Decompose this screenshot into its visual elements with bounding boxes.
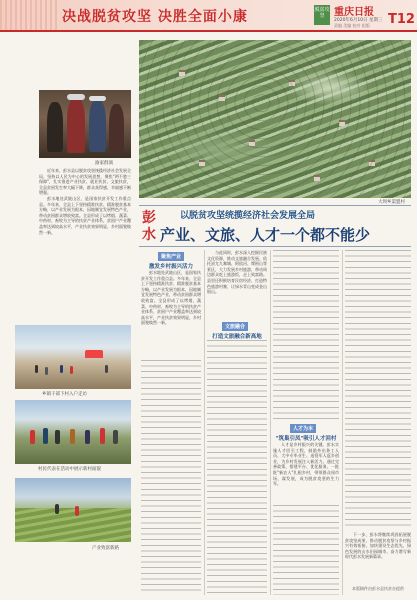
header-rule [0,30,417,32]
headline-main: 产业、文旅、人才一个都不能少 [160,226,371,244]
article-column-3 [273,442,339,502]
column-text: 人才是乡村振兴的关键。彭水实施人才回引工程，鼓励外出务工人员、大中专毕业生、退役军人返乡创业，为乡村发展注入新活力。通过完善政策、搭建平台、优化服务，一批批"新农人"扎根乡村，带领群众闯市场、谋发展，成为脱贫攻坚的生力军。 [273,442,339,487]
intro-paragraph [39,168,131,318]
section-tag-2: 文旅融合 [222,322,248,331]
headline-bottom-rule [139,246,411,247]
village-meeting-photo [15,325,131,389]
column-divider [204,250,205,595]
issue-date: 2020年6月10日 星期三 [334,18,383,23]
column-text: 彭水地处武陵山区，是国家扶贫开发工作重点县。多年来，全县上下坚持精准扶贫、精准脱贫基本方略，以产业发展为根本，因地制宜发展特色产业，带动贫困群众增收致富。全县形成了以烤烟、蔬菜、中药材、畜牧为主导的扶贫产业体系，贫困户产业覆盖率达到较高水平，产业扶贫效果明显，乡村面貌焕然一新。 [141,270,201,326]
section-title-3: "筑巢引凤"吸引人才回村 [275,436,337,442]
villagers-group-photo [15,400,131,464]
headline-char-1: 彭 [142,210,156,226]
column-divider [270,250,271,595]
field-work-photo [15,478,131,542]
column-divider [342,250,343,595]
ethnic-performers-photo [39,90,131,158]
article-source: 本版稿件由彭水县扶贫办提供 [352,586,404,591]
banner-decoration [0,0,58,30]
section-tag-3: 人才为本 [290,424,316,433]
header-banner [0,0,417,30]
column-text: 下一步，彭水将继续巩固拓展脱贫攻坚成果，推动脱贫攻坚与乡村振兴有效衔接，加快建设生态优先、绿色发展的山水田园城市，奋力谱写新时代彭水发展新篇章。 [345,532,411,560]
intro-text: 近年来，彭水县以脱贫攻坚统揽经济社会发展全局，坚持以人民为中心的发展思想，聚焦"两不愁三保障"，扎实推进产业扶贫、就业扶贫、文旅扶贫，全县贫困发生率大幅下降，群众获得感、幸福感不断增强。 [39,168,131,196]
article-column-4 [345,532,411,582]
column-text: 与此同时，彭水深入挖掘民族文化资源，推动文旅融合发展。依托蚩尤九黎城、阿依河、摩围山等景区，大力发展乡村旅游，带动周边群众吃上旅游饭，走上致富路。县里还积极培育民宿经济，打造特色旅游村寨，让绿水青山变成金山银山。 [207,250,267,295]
photo-caption: 村民代表在活动中展示新村面貌 [38,467,101,472]
photo-caption: 乡镇干部下村入户走访 [42,392,87,397]
column-2-text [207,340,267,595]
photo-caption: 大坝乡渠盟村 [378,200,405,205]
editor-line: 责编 美编 校对 组版 [334,23,370,28]
column-4-text [345,250,411,530]
section-brand-badge: 脱贫攻坚 [314,5,330,25]
banner-title: 决战脱贫攻坚 决胜全面小康 [62,9,248,25]
column-3-text [273,250,339,420]
intro-text-cont: 彭水地处武陵山区，是国家扶贫开发工作重点县。多年来，全县上下坚持精准扶贫、精准脱贫基本方略，以产业发展为根本，因地制宜发展特色产业，带动贫困群众增收致富。全县形成了以烤烟、蔬菜、中药材、畜牧为主导的扶贫产业体系，贫困户产业覆盖率达到较高水平，产业扶贫效果明显，乡村面貌焕然一新。 [39,195,131,235]
article-column-2 [207,250,267,320]
photo-caption: 渝家群演 [95,161,113,166]
page-number: T12 [388,12,415,27]
headline-top-rule [139,205,411,206]
column-3-text-continued [273,505,339,595]
headline-subtitle: 以脱贫攻坚统揽经济社会发展全局 [180,211,316,221]
column-1-text-continued [141,360,201,595]
section-title-2: 打造文旅融合新高地 [212,334,262,340]
newspaper-name: 重庆日报 [334,7,374,18]
headline-char-2: 水 [142,227,156,243]
section-title-1: 激发乡村振兴活力 [148,264,193,270]
section-tag-1: 聚焦产业 [158,252,184,261]
terraced-village-photo [139,40,411,198]
photo-caption: 产业致富新路 [92,546,119,551]
